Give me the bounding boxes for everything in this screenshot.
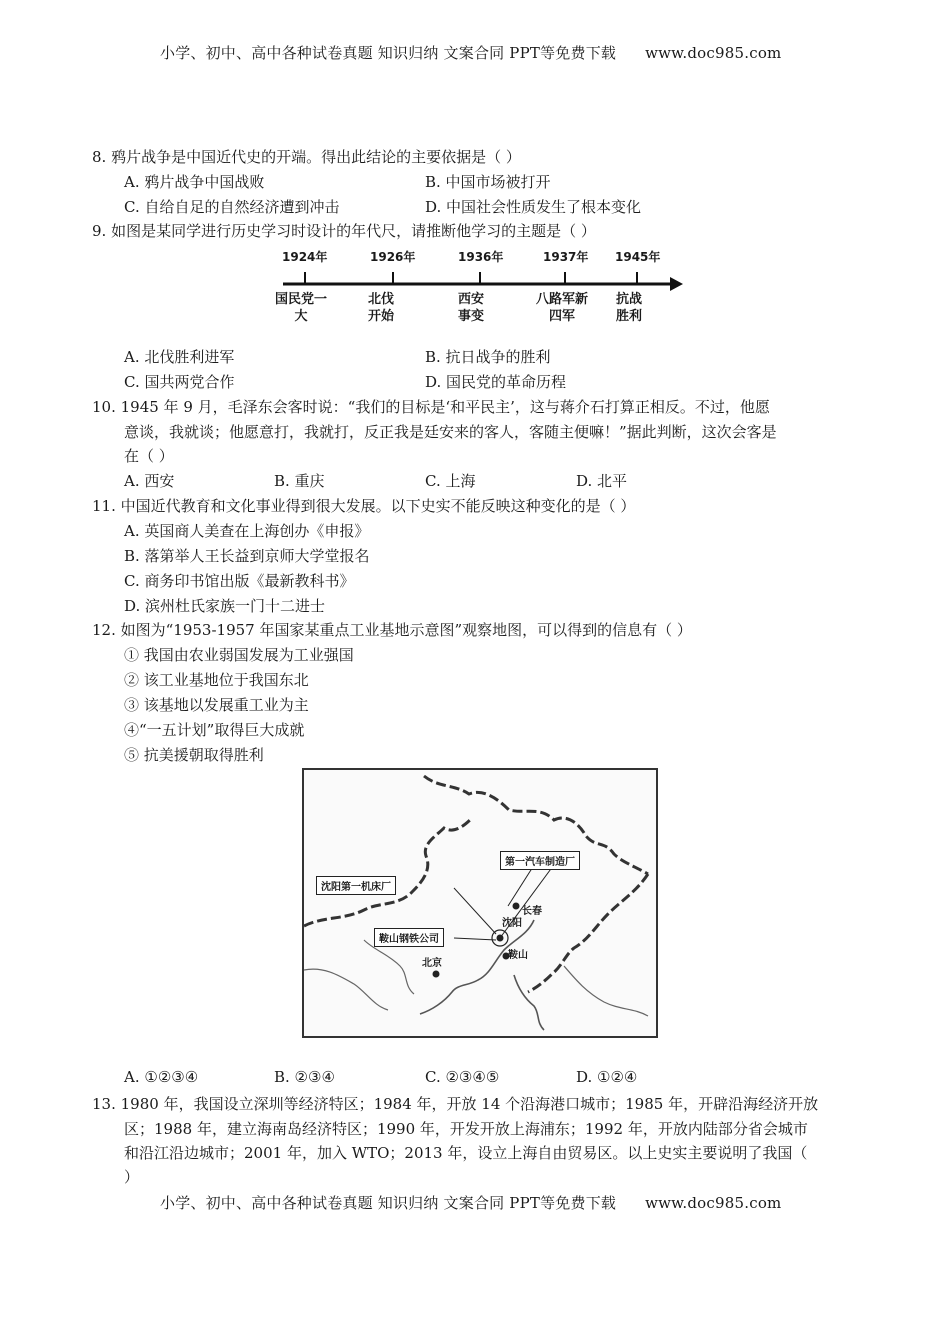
map-label-shenyang: 沈阳: [502, 918, 522, 929]
map-label-beijing: 北京: [422, 958, 442, 969]
footer-text: 小学、初中、高中各种试卷真题 知识归纳 文案合同 PPT等免费下载: [160, 1194, 617, 1212]
q10-option-b: B. 重庆: [274, 472, 325, 490]
q10-option-c: C. 上海: [425, 472, 476, 490]
map-label-faw: 第一汽车制造厂: [500, 851, 580, 870]
q12-statement: ⑤ 抗美援朝取得胜利: [124, 746, 264, 764]
map-label-anshan-steel: 鞍山钢铁公司: [374, 928, 444, 947]
q11-option-d: D. 滨州杜氏家族一门十二进士: [124, 597, 326, 615]
q8-option-d: D. 中国社会性质发生了根本变化: [425, 198, 642, 216]
q13-stem-line3: 和沿江沿边城市；2001 年，加入 WTO；2013 年，设立上海自由贸易区。以上史实主要说明了我国（: [124, 1144, 808, 1162]
map-drawing: [304, 770, 656, 1036]
q12-option-b: B. ②③④: [274, 1068, 335, 1086]
q12-option-d: D. ①②④: [576, 1068, 638, 1086]
footer-url[interactable]: www.doc985.com: [645, 1194, 782, 1212]
map-label-changchun: 长春: [522, 906, 542, 917]
q13-stem-line1: 13. 1980 年，我国设立深圳等经济特区；1984 年，开放 14 个沿海港口城市；1985 年，开辟沿海经济开放: [92, 1095, 819, 1113]
timeline-event: 国民党一大: [275, 292, 328, 324]
q11-stem: 11. 中国近代教育和文化事业得到很大发展。以下史实不能反映这种变化的是（ ）: [92, 497, 636, 515]
q13-stem-line4: ）: [124, 1168, 140, 1186]
q9-option-c: C. 国共两党合作: [124, 373, 235, 391]
timeline-figure: [275, 240, 685, 330]
industrial-base-map: [302, 768, 658, 1038]
q10-stem-line3: 在（ ）: [124, 447, 174, 465]
timeline-event: 抗战胜利: [615, 292, 642, 324]
q9-option-a: A. 北伐胜利进军: [124, 348, 235, 366]
timeline-year: 1937年: [543, 250, 589, 264]
timeline-year: 1924年: [282, 250, 328, 264]
q9-option-d: D. 国民党的革命历程: [425, 373, 567, 391]
q12-statement: ① 我国由农业弱国发展为工业强国: [124, 646, 354, 664]
q11-option-b: B. 落第举人王长益到京师大学堂报名: [124, 547, 370, 565]
timeline-event: 西安事变: [457, 292, 484, 324]
q8-option-b: B. 中国市场被打开: [425, 173, 551, 191]
q13-stem-line2: 区；1988 年，建立海南岛经济特区；1990 年，开发开放上海浦东；1992 年，开放内陆部分省会城市: [124, 1120, 808, 1138]
q10-option-d: D. 北平: [576, 472, 628, 490]
q10-stem-line1: 10. 1945 年 9 月，毛泽东会客时说：“我们的目标是‘和平民主’，这与蒋介石打算正相反。不过，他愿: [92, 398, 770, 416]
timeline-year: 1936年: [458, 250, 504, 264]
q9-stem: 9. 如图是某同学进行历史学习时设计的年代尺，请推断他学习的主题是（ ）: [92, 222, 596, 240]
q10-option-a: A. 西安: [124, 472, 175, 490]
q10-stem-line2: 意谈，我就谈；他愿意打，我就打，反正我是廷安来的客人，客随主便嘛！”据此判断，这次会客是: [124, 423, 777, 441]
header-url[interactable]: www.doc985.com: [645, 44, 782, 62]
timeline-year: 1945年: [615, 250, 661, 264]
q11-option-a: A. 英国商人美查在上海创办《申报》: [124, 522, 370, 540]
q12-option-c: C. ②③④⑤: [425, 1068, 500, 1086]
header-text: 小学、初中、高中各种试卷真题 知识归纳 文案合同 PPT等免费下载: [160, 44, 617, 62]
q12-stem: 12. 如图为“1953-1957 年国家某重点工业基地示意图”观察地图，可以得到的信息有（ ）: [92, 621, 692, 639]
page-footer: [160, 1192, 781, 1213]
page-header: [160, 42, 781, 63]
timeline-event: 八路军新四军: [535, 292, 588, 324]
map-label-anshan: 鞍山: [508, 950, 528, 961]
timeline-event: 北伐开始: [367, 292, 394, 324]
q8-option-c: C. 自给自足的自然经济遭到冲击: [124, 198, 340, 216]
timeline-year: 1926年: [370, 250, 416, 264]
q11-option-c: C. 商务印书馆出版《最新教科书》: [124, 572, 355, 590]
q8-option-a: A. 鸦片战争中国战败: [124, 173, 265, 191]
q12-statement: ③ 该基地以发展重工业为主: [124, 696, 309, 714]
q12-option-a: A. ①②③④: [124, 1068, 199, 1086]
map-label-shenyang-tool: 沈阳第一机床厂: [316, 876, 396, 895]
q8-stem: 8. 鸦片战争是中国近代史的开端。得出此结论的主要依据是（ ）: [92, 148, 521, 166]
q12-statement: ④“一五计划”取得巨大成就: [124, 721, 305, 739]
q9-option-b: B. 抗日战争的胜利: [425, 348, 551, 366]
q12-statement: ② 该工业基地位于我国东北: [124, 671, 309, 689]
